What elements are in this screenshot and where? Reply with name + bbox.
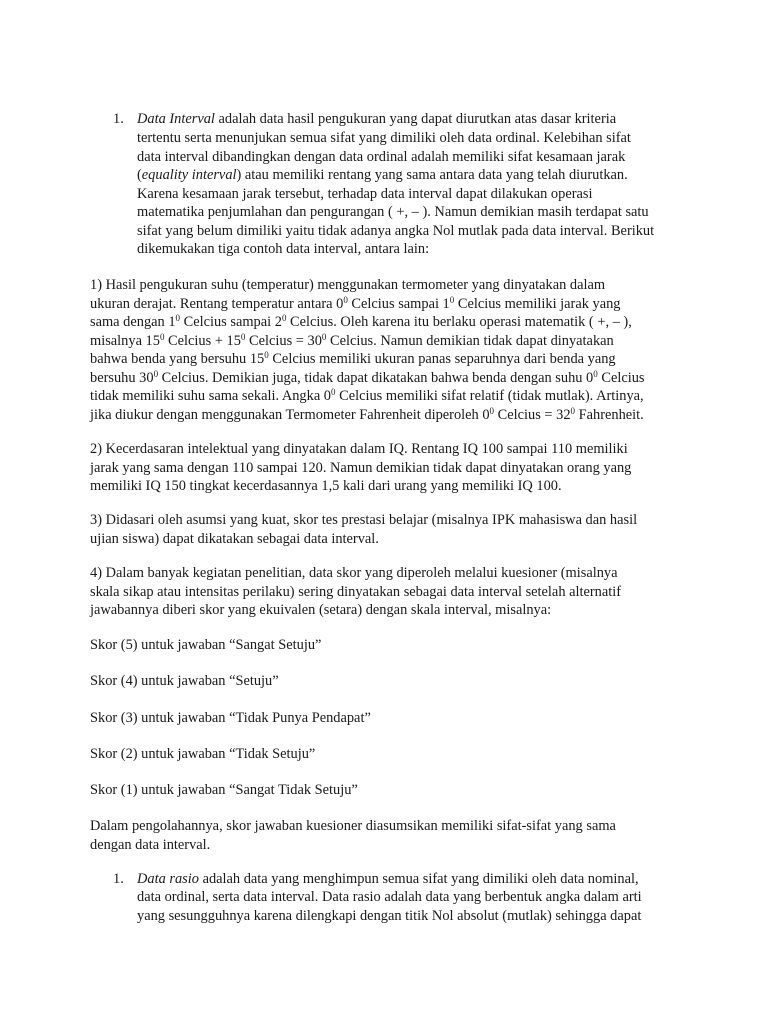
score-item: Skor (5) untuk jawaban “Sangat Setuju”: [90, 637, 322, 653]
degree-superscript: 0: [175, 313, 181, 323]
italic-term: equality interval: [141, 167, 237, 183]
text-run: adalah data hasil pengukuran yang dapat diurutkan atas dasar kriteria: [214, 111, 617, 127]
score-item: Skor (2) untuk jawaban “Tidak Setuju”: [90, 746, 316, 762]
degree-superscript: 0: [281, 313, 287, 323]
text-run: Celcius = 32: [494, 407, 571, 423]
text-run: ) atau memiliki rentang yang sama antara data yang telah diurutkan.: [236, 167, 628, 183]
text-run: (: [137, 167, 142, 183]
text-line: ujian siswa) dapat dikatakan sebagai data interval.: [90, 531, 379, 547]
italic-term: Data rasio: [137, 871, 199, 887]
degree-superscript: 0: [240, 332, 246, 342]
degree-superscript: 0: [489, 406, 495, 416]
text-run: Celcius sampai 1: [347, 296, 450, 312]
text-line: [90, 350, 616, 368]
text-line: [137, 888, 642, 906]
text-line: [90, 313, 632, 331]
degree-superscript: 0: [153, 369, 159, 379]
text-line: memiliki IQ 150 tingkat kecerdasannya 1,5 kali dari urang yang memiliki IQ 100.: [90, 478, 562, 494]
text-run: jika diukur dengan menggunakan Termometer Fahrenheit diperoleh 0: [90, 407, 490, 423]
degree-superscript: 0: [593, 369, 598, 379]
text-line: 3) Didasari oleh asumsi yang kuat, skor tes prestasi belajar (misalnya IPK mahasiswa dan hasil: [90, 512, 638, 528]
text-run: Celcius memiliki ukuran panas separuhnya dari benda yang: [268, 351, 616, 367]
text-line: dengan data interval.: [90, 837, 211, 853]
text-run: misalnya 15: [90, 333, 160, 349]
italic-term: Data Interval: [137, 111, 215, 127]
text-run: sifat yang belum dimiliki yaitu tidak adanya angka Nol mutlak pada data interval. Berikut: [137, 223, 655, 239]
text-line: [137, 907, 641, 925]
text-line: 4) Dalam banyak kegiatan penelitian, data skor yang diperoleh melalui kuesioner (misalnya: [90, 565, 618, 581]
degree-superscript: 0: [321, 332, 327, 342]
text-run: bersuhu 30: [90, 370, 154, 386]
score-item: Skor (3) untuk jawaban “Tidak Punya Pendapat”: [90, 710, 371, 726]
text-run: sama dengan 1: [90, 314, 176, 330]
text-run: Celcius = 30: [245, 333, 322, 349]
text-line: [137, 185, 593, 203]
text-line: [90, 369, 645, 387]
degree-superscript: 0: [331, 387, 336, 397]
text-line: [137, 240, 429, 258]
text-line: [137, 129, 631, 147]
text-line: [137, 166, 628, 184]
text-run: Celcius: [597, 370, 645, 386]
text-run: data interval dibandingkan dengan data ordinal adalah memiliki sifat kesamaan jarak: [137, 149, 626, 165]
text-run: Celcius memiliki sifat relatif (tidak mutlak). Artinya,: [335, 388, 644, 404]
text-run: Karena kesamaan jarak tersebut, terhadap data interval dapat dilakukan operasi: [137, 186, 593, 202]
text-line: [90, 387, 644, 405]
degree-superscript: 0: [570, 406, 576, 416]
text-line: 2) Kecerdasaran intelektual yang dinyatakan dalam IQ. Rentang IQ 100 sampai 110 memiliki: [90, 441, 628, 457]
text-run: Fahrenheit.: [575, 407, 644, 423]
text-run: Celcius memiliki jarak yang: [454, 296, 621, 312]
text-run: bahwa benda yang bersuhu 15: [90, 351, 265, 367]
text-run: Celcius. Demikian juga, tidak dapat dikatakan bahwa benda dengan suhu 0: [158, 370, 594, 386]
text-run: ukuran derajat. Rentang temperatur antara 0: [90, 296, 344, 312]
list-number: 1.: [113, 871, 124, 887]
text-line: [90, 406, 644, 424]
text-line: [137, 203, 649, 221]
text-line: Dalam pengolahannya, skor jawaban kuesioner diasumsikan memiliki sifat-sifat yang sama: [90, 818, 616, 834]
text-run: Celcius + 15: [164, 333, 241, 349]
text-run: tidak memiliki suhu sama sekali. Angka 0: [90, 388, 332, 404]
text-line: [90, 276, 605, 294]
degree-superscript: 0: [343, 295, 348, 305]
text-run: Celcius sampai 2: [180, 314, 282, 330]
text-line: [137, 148, 625, 166]
score-item: Skor (4) untuk jawaban “Setuju”: [90, 673, 279, 689]
degree-superscript: 0: [449, 295, 455, 305]
text-line: jawabannya diberi skor yang ekuivalen (setara) dengan skala interval, misalnya:: [90, 602, 552, 618]
text-run: yang sesungguhnya karena dilengkapi dengan titik Nol absolut (mutlak) sehingga dapat: [137, 908, 642, 924]
text-run: tertentu serta menunjukan semua sifat yang dimiliki oleh data ordinal. Kelebihan sifat: [137, 130, 631, 146]
text-line: [90, 295, 621, 313]
text-run: data ordinal, serta data interval. Data rasio adalah data yang berbentuk angka dalam arti: [137, 889, 642, 905]
text-line: skala sikap atau intensitas perilaku) sering dinyatakan sebagai data interval setelah alternatif: [90, 584, 622, 600]
text-line: jarak yang sama dengan 110 sampai 120. Namun demikian tidak dapat dinyatakan orang yang: [90, 460, 632, 476]
text-run: Celcius. Oleh karena itu berlaku operasi matematik ( +, – ),: [286, 314, 632, 330]
list-number: 1.: [113, 111, 124, 127]
text-run: dikemukakan tiga contoh data interval, antara lain:: [137, 241, 430, 257]
score-item: Skor (1) untuk jawaban “Sangat Tidak Setuju”: [90, 782, 358, 798]
text-line: [137, 222, 654, 240]
text-run: Celcius. Namun demikian tidak dapat dinyatakan: [326, 333, 614, 349]
text-run: 1) Hasil pengukuran suhu (temperatur) menggunakan termometer yang dinyatakan dalam: [90, 277, 606, 293]
text-line: [90, 332, 614, 350]
degree-superscript: 0: [264, 350, 269, 360]
text-line: [137, 870, 639, 888]
text-run: matematika penjumlahan dan pengurangan ( +, – ). Namun demikian masih terdapat satu: [137, 204, 649, 220]
text-line: [137, 110, 616, 128]
degree-superscript: 0: [159, 332, 165, 342]
text-run: adalah data yang menghimpun semua sifat yang dimiliki oleh data nominal,: [198, 871, 639, 887]
